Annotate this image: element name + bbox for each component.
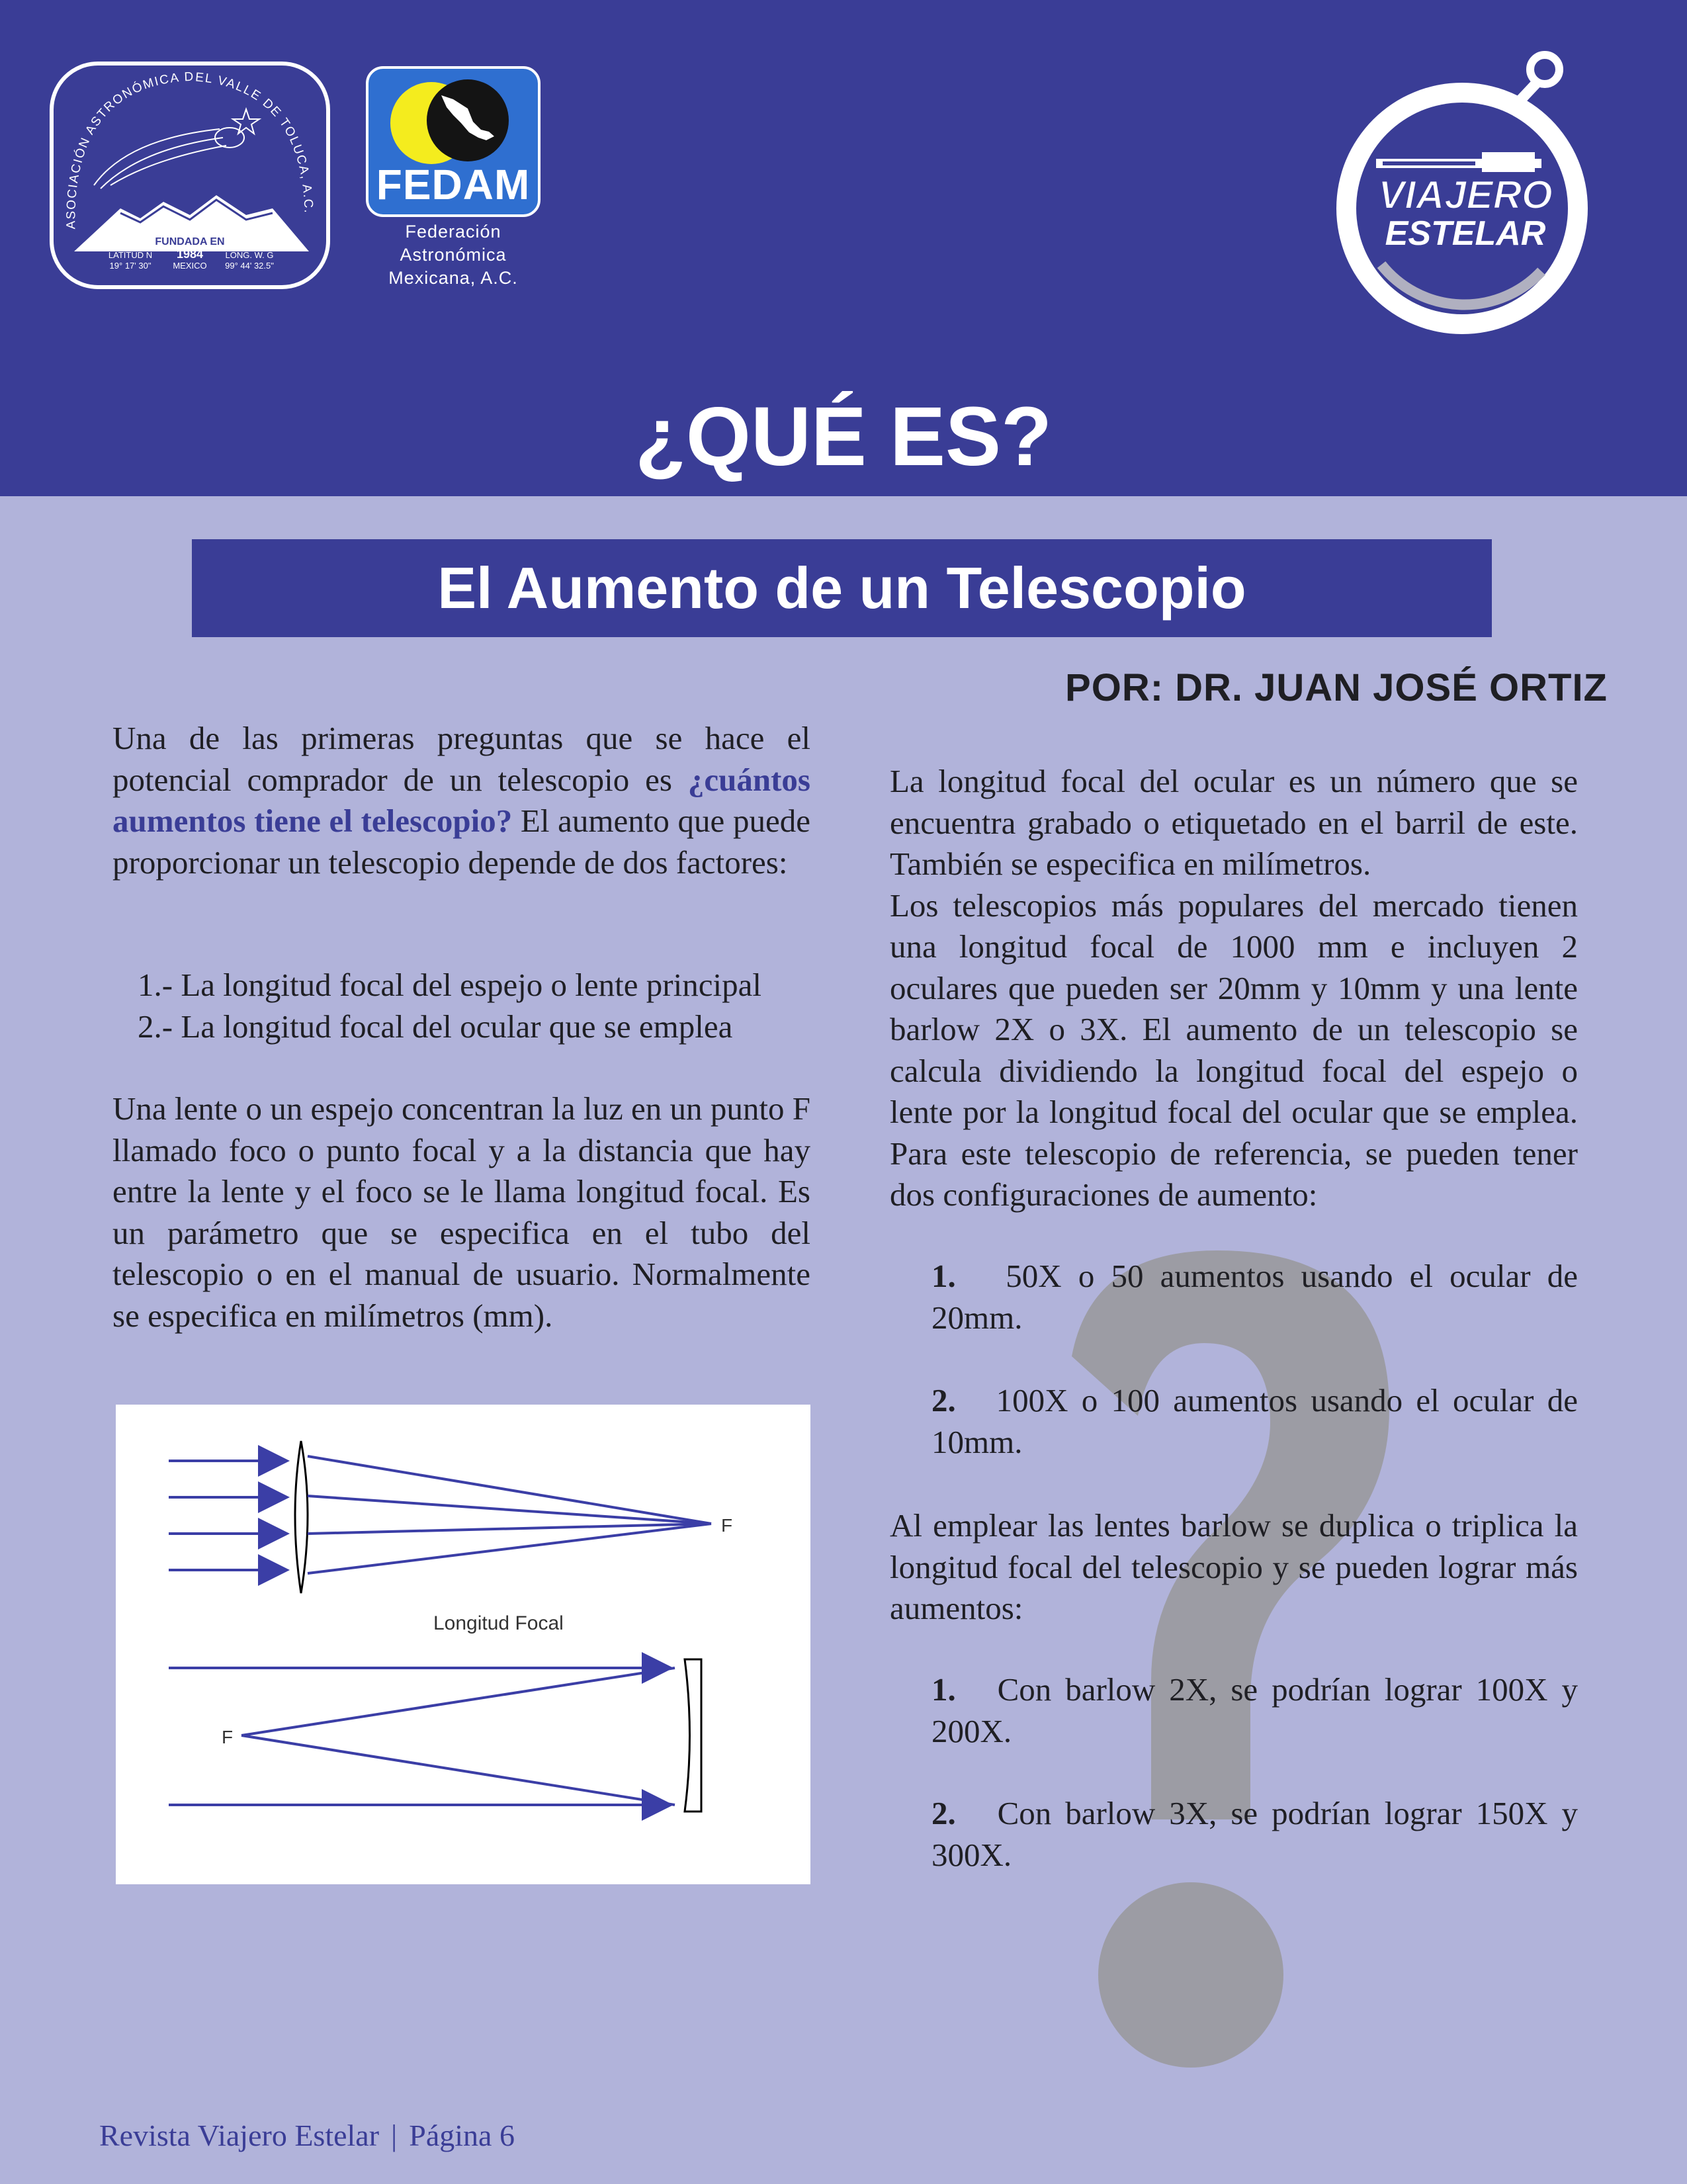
footer-page: Página 6 (409, 2118, 515, 2152)
focal-length-diagram (116, 1405, 810, 1884)
fedam-card (366, 66, 541, 217)
focal-paragraph: Una lente o un espejo concentran la luz en un punto F llamado foco o punto focal y a la distancia que hay entre la lente y el foco se le llama longitud focal. Es un parámetro que se especifica en el tubo del telescopio o en el manual de usuario. Normalmente se especifica en milímetros (mm). (112, 1090, 810, 1334)
question-mark-icon (992, 1224, 1422, 2071)
focal-length-label: Longitud Focal (433, 1612, 564, 1634)
list-text: 50X o 50 aumentos usando el ocular de 20mm. (931, 1258, 1578, 1336)
list-text: Con barlow 2X, se podrían lograr 100X y 200X. (931, 1671, 1579, 1749)
refracted-rays (308, 1456, 711, 1573)
article-title-banner (192, 539, 1492, 637)
list-item (931, 1380, 1578, 1463)
intro-highlight: ¿cuántos aumentos tiene el telescopio? (112, 761, 810, 839)
viajero-line1: VIAJERO (1378, 173, 1553, 217)
mirror-icon (685, 1659, 701, 1812)
footer (99, 2117, 515, 2154)
page-title: ¿QUÉ ES? (634, 390, 1053, 483)
intro-paragraph (112, 718, 810, 883)
fedam-caption-line: Astronómica (400, 245, 507, 265)
viajero-estelar-logo (1323, 46, 1621, 344)
aavt-long-value: 99° 44' 32.5" (225, 261, 274, 271)
focus-label-mirror: F (222, 1727, 234, 1747)
list-text: 100X o 100 aumentos usando el ocular de 10mm. (931, 1382, 1578, 1460)
mirror-rays (169, 1668, 675, 1805)
list-item: 2.- La longitud focal del ocular que se emplea (138, 1008, 733, 1045)
list-number: 2. (931, 1795, 956, 1831)
list-text: Con barlow 3X, se podrían lograr 150X y 300X. (931, 1795, 1579, 1873)
fedam-logo (361, 63, 546, 291)
fedam-name: FEDAM (376, 161, 531, 208)
list-item: 1.- La longitud focal del espejo o lente principal (138, 967, 761, 1003)
byline: POR: DR. JUAN JOSÉ ORTIZ (1065, 666, 1608, 709)
fedam-caption-line: Mexicana, A.C. (388, 268, 518, 288)
viajero-line2: ESTELAR (1385, 214, 1546, 253)
footer-separator: | (391, 2118, 398, 2152)
barlow-paragraph: Al emplear las lentes barlow se duplica o triplica la longitud focal del telescopio y se pueden lograr más aumentos: (890, 1507, 1578, 1626)
fedam-caption (347, 220, 559, 290)
aavt-lat-value: 19° 17' 30" (109, 261, 151, 271)
article-title: El Aumento de un Telescopio (437, 555, 1246, 621)
aavt-long-label: LONG. W. G (225, 250, 274, 260)
incoming-rays (169, 1461, 284, 1570)
lens-icon (295, 1441, 308, 1593)
focus-label-lens: F (721, 1515, 733, 1536)
aavt-founded-year: 1984 (176, 247, 204, 261)
eclipse-icon (368, 69, 538, 168)
fedam-caption-line: Federación (405, 222, 501, 241)
aavt-lat-label: LATITUD N (108, 250, 153, 260)
factor-list (138, 965, 819, 1047)
aavt-arc-text: ASOCIACIÓN ASTRONÓMICA DEL VALLE DE TOLUCA, A.C. (64, 69, 316, 230)
intro-text: El aumento que puede proporcionar un telescopio depende de dos factores: (112, 803, 811, 881)
list-item (931, 1793, 1578, 1876)
right-paragraph (890, 761, 1578, 1216)
aavt-founded-label: FUNDADA EN (155, 236, 225, 247)
paragraph-text: Los telescopios más populares del mercado tienen una longitud focal de 1000 mm e incluyen 2 oculares que pueden ser 20mm y 10mm y una lente barlow 2X o 3X. El aumento de un telescopio se calcula dividiendo la longitud focal del espejo o lente por la longitud focal del ocular que se emplea. Para este telescopio de referencia, se pueden tener dos configuraciones de aumento: (890, 887, 1578, 1213)
aavt-logo (48, 60, 332, 291)
list-item (931, 1256, 1578, 1338)
list-number: 1. (931, 1671, 956, 1708)
header-band (0, 0, 1687, 496)
svg-text:ASOCIACIÓN ASTRONÓMICA DEL VAL (64, 70, 315, 230)
footer-magazine: Revista Viajero Estelar (99, 2118, 380, 2152)
paragraph-text: La longitud focal del ocular es un número que se encuentra grabado o etiquetado en el barril de este. También se especifica en milímetros. (890, 763, 1578, 882)
list-number: 2. (931, 1382, 956, 1419)
list-number: 1. (931, 1258, 956, 1294)
list-item (931, 1669, 1578, 1752)
aavt-city: MEXICO (173, 261, 207, 271)
intro-text: Una de las primeras preguntas que se hace el potencial comprador de un telescopio es (112, 720, 810, 798)
